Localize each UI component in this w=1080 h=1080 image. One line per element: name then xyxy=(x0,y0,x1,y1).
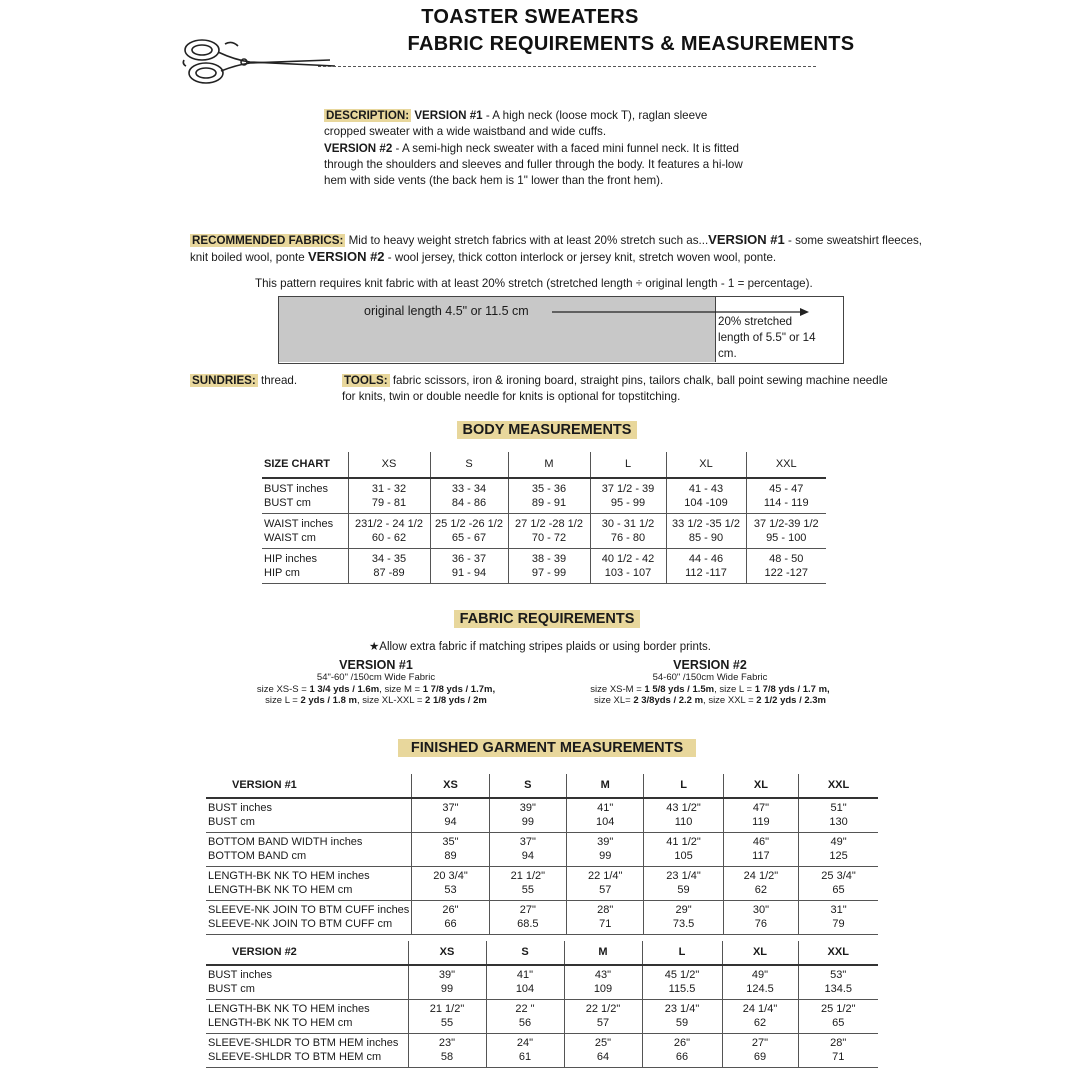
cell-value: 124.5 xyxy=(722,983,798,1000)
cell-value: 24" xyxy=(486,1034,564,1051)
v1-l2d: 2 1/8 yds / 2m xyxy=(425,695,487,706)
cell-value: 71 xyxy=(567,918,644,935)
fabric-v2-width: 54-60" /150cm Wide Fabric xyxy=(652,672,768,683)
cell-value: 43 1/2" xyxy=(644,798,723,816)
row-label: SLEEVE-SHLDR TO BTM HEM cm xyxy=(206,1051,408,1068)
fabric-v1-width: 54"-60" /150cm Wide Fabric xyxy=(316,672,436,683)
fin-v1-size-xxl: XXL xyxy=(799,774,878,798)
table-row xyxy=(262,567,826,584)
finished-v2-table xyxy=(206,941,878,1068)
v2-l1d: 1 7/8 yds / 1.7 m, xyxy=(754,683,830,695)
cell-value: 104 -109 xyxy=(666,497,746,514)
row-label: SLEEVE-SHLDR TO BTM HEM inches xyxy=(208,1037,399,1049)
v1-description: - A high neck (loose mock T), raglan sleeve cropped sweater with a wide waistband and wide cuffs. xyxy=(324,109,708,139)
page-subtitle: FABRIC REQUIREMENTS & MEASUREMENTS xyxy=(407,33,855,55)
stretch-note: This pattern requires knit fabric with at least 20% stretch (stretched length ÷ original length - 1 = percentage). xyxy=(255,277,813,290)
table-row xyxy=(206,1051,878,1068)
cell-value: 95 - 99 xyxy=(590,497,666,514)
row-label: BUST cm xyxy=(262,497,348,514)
cell-value: 40 1/2 - 42 xyxy=(590,549,666,567)
title-divider xyxy=(318,66,816,67)
fin-v1-size-l: L xyxy=(644,774,723,798)
v1-l2b: 2 yds / 1.8 m xyxy=(300,695,357,706)
cell-value: 69 xyxy=(722,1051,798,1068)
row-label: BOTTOM BAND cm xyxy=(206,850,412,867)
cell-value: 27" xyxy=(489,901,566,918)
sundries-text: thread. xyxy=(257,374,298,387)
table-row xyxy=(206,850,878,867)
cell-value: 99 xyxy=(408,983,486,1000)
v1-label: VERSION #1 xyxy=(414,109,483,122)
row-label: BUST inches xyxy=(208,969,272,981)
cell-value: 22 1/2" xyxy=(564,1000,642,1017)
v1-l2a: size L = xyxy=(265,695,301,706)
cell-value: 49" xyxy=(722,965,798,983)
cell-value: 41" xyxy=(567,798,644,816)
fin-v1-size-xs: XS xyxy=(412,774,489,798)
table-row xyxy=(206,867,878,884)
cell-value: 115.5 xyxy=(642,983,722,1000)
cell-value: 23 1/4" xyxy=(644,867,723,884)
fabric-v1-line2 xyxy=(226,695,526,707)
table-row xyxy=(206,1017,878,1034)
fabric-requirements-heading: FABRIC REQUIREMENTS xyxy=(454,610,640,628)
row-label: LENGTH-BK NK TO HEM cm xyxy=(206,1017,408,1034)
cell-value: 45 1/2" xyxy=(642,965,722,983)
cell-value: 110 xyxy=(644,816,723,833)
row-label: WAIST cm xyxy=(262,532,348,549)
cell-value: 130 xyxy=(799,816,878,833)
cell-value: 41 - 43 xyxy=(666,478,746,497)
v2-l1a: size XS-M = xyxy=(590,683,645,695)
table-row xyxy=(206,983,878,1000)
cell-value: 37 1/2-39 1/2 xyxy=(746,514,826,532)
cell-value: 68.5 xyxy=(489,918,566,935)
fabric-v1-line1 xyxy=(226,684,526,696)
sundries-label: SUNDRIES: xyxy=(192,374,256,387)
cell-value: 27 1/2 -28 1/2 xyxy=(508,514,590,532)
description xyxy=(324,108,744,189)
table-row xyxy=(262,532,826,549)
recommended-label: RECOMMENDED FABRICS: xyxy=(192,234,344,247)
cell-value: 21 1/2" xyxy=(489,867,566,884)
cell-value: 55 xyxy=(408,1017,486,1034)
cell-value: 76 - 80 xyxy=(590,532,666,549)
table-row xyxy=(206,918,878,935)
row-label: SLEEVE-NK JOIN TO BTM CUFF inches xyxy=(208,904,410,916)
v1-l1d: 1 7/8 yds / 1.7m, xyxy=(422,683,496,695)
row-label: BUST inches xyxy=(208,802,272,814)
size-s: S xyxy=(430,452,508,478)
v2-l2b: 2 3/8yds / 2.2 m xyxy=(633,695,704,706)
table-row xyxy=(262,514,826,532)
cell-value: 25" xyxy=(564,1034,642,1051)
v2-l2d: 2 1/2 yds / 2.3m xyxy=(756,695,827,706)
fin-v2-size-xl: XL xyxy=(722,941,798,965)
cell-value: 117 xyxy=(723,850,798,867)
table-row xyxy=(262,549,826,567)
size-chart-label: SIZE CHART xyxy=(262,452,348,478)
cell-value: 46" xyxy=(723,833,798,850)
cell-value: 231/2 - 24 1/2 xyxy=(348,514,430,532)
recommended-text-1: Mid to heavy weight stretch fabrics with at least 20% stretch such as... xyxy=(345,234,709,247)
cell-value: 62 xyxy=(723,884,798,901)
fin-v2-size-xxl: XXL xyxy=(798,941,878,965)
cell-value: 60 - 62 xyxy=(348,532,430,549)
cell-value: 35" xyxy=(412,833,489,850)
cell-value: 57 xyxy=(564,1017,642,1034)
cell-value: 33 - 34 xyxy=(430,478,508,497)
cell-value: 61 xyxy=(486,1051,564,1068)
table-row xyxy=(206,833,878,850)
cell-value: 53" xyxy=(798,965,878,983)
cell-value: 55 xyxy=(489,884,566,901)
cell-value: 24 1/4" xyxy=(722,1000,798,1017)
cell-value: 84 - 86 xyxy=(430,497,508,514)
cell-value: 59 xyxy=(642,1017,722,1034)
v1-l1c: , size M = xyxy=(379,683,423,695)
row-label: BUST cm xyxy=(206,983,408,1000)
body-header-row xyxy=(262,452,826,478)
cell-value: 24 1/2" xyxy=(723,867,798,884)
row-label: SLEEVE-NK JOIN TO BTM CUFF cm xyxy=(206,918,412,935)
size-m: M xyxy=(508,452,590,478)
cell-value: 97 - 99 xyxy=(508,567,590,584)
finished-v2-label: VERSION #2 xyxy=(206,941,408,965)
table-row xyxy=(206,1034,878,1051)
cell-value: 59 xyxy=(644,884,723,901)
cell-value: 66 xyxy=(642,1051,722,1068)
v2-l2a: size XL= xyxy=(593,695,634,706)
cell-value: 103 - 107 xyxy=(590,567,666,584)
cell-value: 64 xyxy=(564,1051,642,1068)
table-row xyxy=(262,478,826,497)
row-label: BUST cm xyxy=(206,816,412,833)
finished-v1-label: VERSION #1 xyxy=(206,774,412,798)
cell-value: 104 xyxy=(567,816,644,833)
row-label: LENGTH-BK NK TO HEM cm xyxy=(206,884,412,901)
cell-value: 66 xyxy=(412,918,489,935)
stretched-length-label: 20% stretched length of 5.5" or 14 cm. xyxy=(718,315,816,360)
fin-v2-size-xs: XS xyxy=(408,941,486,965)
cell-value: 62 xyxy=(722,1017,798,1034)
size-l: L xyxy=(590,452,666,478)
cell-value: 33 1/2 -35 1/2 xyxy=(666,514,746,532)
cell-value: 49" xyxy=(799,833,878,850)
cell-value: 23" xyxy=(408,1034,486,1051)
recommended-fabrics xyxy=(190,232,930,267)
fabric-note: ★Allow extra fabric if matching stripes plaids or using border prints. xyxy=(368,641,712,653)
cell-value: 38 - 39 xyxy=(508,549,590,567)
tools-label: TOOLS: xyxy=(344,374,388,387)
description-label: DESCRIPTION: xyxy=(326,109,410,122)
row-label: LENGTH-BK NK TO HEM inches xyxy=(208,870,370,882)
table-row xyxy=(206,901,878,918)
cell-value: 43" xyxy=(564,965,642,983)
cell-value: 22 " xyxy=(486,1000,564,1017)
table-row xyxy=(206,1000,878,1017)
cell-value: 26" xyxy=(642,1034,722,1051)
finished-v1-header-row xyxy=(206,774,878,798)
cell-value: 91 - 94 xyxy=(430,567,508,584)
fabric-v1-title: VERSION #1 xyxy=(339,658,413,672)
rec-v1-label: VERSION #1 xyxy=(708,232,785,247)
cell-value: 57 xyxy=(567,884,644,901)
cell-value: 94 xyxy=(489,850,566,867)
fin-v2-size-s: S xyxy=(486,941,564,965)
tools xyxy=(342,373,902,406)
fabric-v2-title: VERSION #2 xyxy=(673,658,747,672)
fin-v1-size-xl: XL xyxy=(723,774,798,798)
table-row xyxy=(262,497,826,514)
cell-value: 104 xyxy=(486,983,564,1000)
row-label: HIP inches xyxy=(264,553,317,565)
table-row xyxy=(206,884,878,901)
cell-value: 36 - 37 xyxy=(430,549,508,567)
cell-value: 65 - 67 xyxy=(430,532,508,549)
fabric-v2-line2 xyxy=(560,695,860,707)
cell-value: 44 - 46 xyxy=(666,549,746,567)
cell-value: 39" xyxy=(489,798,566,816)
cell-value: 99 xyxy=(567,850,644,867)
body-measurements-heading: BODY MEASUREMENTS xyxy=(457,421,637,439)
cell-value: 29" xyxy=(644,901,723,918)
cell-value: 28" xyxy=(567,901,644,918)
cell-value: 79 xyxy=(799,918,878,935)
v2-description: - A semi-high neck sweater with a faced mini funnel neck. It is fitted through the shoulders and sleeves and fuller through the body. It features a hi-low hem with side vents (the back hem is 1" lower than the front hem). xyxy=(324,141,743,188)
cell-value: 26" xyxy=(412,901,489,918)
cell-value: 79 - 81 xyxy=(348,497,430,514)
cell-value: 48 - 50 xyxy=(746,549,826,567)
v2-label: VERSION #2 xyxy=(324,141,393,155)
finished-v1-table xyxy=(206,774,878,935)
cell-value: 31" xyxy=(799,901,878,918)
cell-value: 39" xyxy=(567,833,644,850)
cell-value: 95 - 100 xyxy=(746,532,826,549)
v2-l1b: 1 5/8 yds / 1.5m xyxy=(644,683,715,695)
row-label: BOTTOM BAND WIDTH inches xyxy=(208,836,363,848)
cell-value: 21 1/2" xyxy=(408,1000,486,1017)
cell-value: 76 xyxy=(723,918,798,935)
fin-v2-size-m: M xyxy=(564,941,642,965)
row-label: BUST inches xyxy=(264,483,328,495)
cell-value: 89 - 91 xyxy=(508,497,590,514)
sundries xyxy=(190,373,330,389)
v1-l1b: 1 3/4 yds / 1.6m xyxy=(309,683,380,695)
cell-value: 23 1/4" xyxy=(642,1000,722,1017)
fin-v2-size-l: L xyxy=(642,941,722,965)
cell-value: 99 xyxy=(489,816,566,833)
cell-value: 37 1/2 - 39 xyxy=(590,478,666,497)
cell-value: 47" xyxy=(723,798,798,816)
cell-value: 39" xyxy=(408,965,486,983)
cell-value: 134.5 xyxy=(798,983,878,1000)
tools-text: fabric scissors, iron & ironing board, straight pins, tailors chalk, ball point sewing machine needle for knits, twin or double needle for knits is optional for topstitching. xyxy=(342,374,888,404)
cell-value: 30 - 31 1/2 xyxy=(590,514,666,532)
cell-value: 109 xyxy=(564,983,642,1000)
size-xs: XS xyxy=(348,452,430,478)
cell-value: 56 xyxy=(486,1017,564,1034)
cell-value: 87 -89 xyxy=(348,567,430,584)
cell-value: 58 xyxy=(408,1051,486,1068)
recommended-text-2: - some sweatshirt fleeces, knit boiled wool, ponte xyxy=(190,234,923,265)
cell-value: 20 3/4" xyxy=(412,867,489,884)
cell-value: 65 xyxy=(798,1017,878,1034)
cell-value: 73.5 xyxy=(644,918,723,935)
v2-l2c: , size XXL = xyxy=(703,695,757,706)
cell-value: 37" xyxy=(412,798,489,816)
cell-value: 35 - 36 xyxy=(508,478,590,497)
cell-value: 28" xyxy=(798,1034,878,1051)
size-xl: XL xyxy=(666,452,746,478)
original-length-label: original length 4.5" or 11.5 cm xyxy=(364,304,529,318)
cell-value: 85 - 90 xyxy=(666,532,746,549)
cell-value: 65 xyxy=(799,884,878,901)
recommended-text-3: - wool jersey, thick cotton interlock or jersey knit, stretch woven wool, ponte. xyxy=(384,251,777,265)
cell-value: 53 xyxy=(412,884,489,901)
row-label: WAIST inches xyxy=(264,518,334,530)
cell-value: 119 xyxy=(723,816,798,833)
table-row xyxy=(206,798,878,816)
v2-l1c: , size L = xyxy=(714,683,755,695)
cell-value: 89 xyxy=(412,850,489,867)
cell-value: 22 1/4" xyxy=(567,867,644,884)
finished-measurements-heading: FINISHED GARMENT MEASUREMENTS xyxy=(398,739,696,757)
fabric-v1 xyxy=(226,658,526,707)
cell-value: 34 - 35 xyxy=(348,549,430,567)
cell-value: 41" xyxy=(486,965,564,983)
cell-value: 25 3/4" xyxy=(799,867,878,884)
page-title: TOASTER SWEATERS xyxy=(421,6,639,28)
rec-v2-label: VERSION #2 xyxy=(307,249,385,265)
v1-l1a: size XS-S = xyxy=(256,683,310,695)
cell-value: 125 xyxy=(799,850,878,867)
cell-value: 37" xyxy=(489,833,566,850)
v1-l2c: , size XL-XXL = xyxy=(356,695,426,706)
cell-value: 27" xyxy=(722,1034,798,1051)
cell-value: 31 - 32 xyxy=(348,478,430,497)
cell-value: 41 1/2" xyxy=(644,833,723,850)
cell-value: 71 xyxy=(798,1051,878,1068)
row-label: LENGTH-BK NK TO HEM inches xyxy=(208,1003,370,1015)
cell-value: 112 -117 xyxy=(666,567,746,584)
fabric-v2-line1 xyxy=(560,684,860,696)
cell-value: 25 1/2" xyxy=(798,1000,878,1017)
cell-value: 105 xyxy=(644,850,723,867)
cell-value: 45 - 47 xyxy=(746,478,826,497)
body-measurements-table xyxy=(262,452,826,584)
cell-value: 70 - 72 xyxy=(508,532,590,549)
table-row xyxy=(206,965,878,983)
size-xxl: XXL xyxy=(746,452,826,478)
table-row xyxy=(206,816,878,833)
fin-v1-size-m: M xyxy=(567,774,644,798)
row-label: HIP cm xyxy=(262,567,348,584)
cell-value: 51" xyxy=(799,798,878,816)
cell-value: 122 -127 xyxy=(746,567,826,584)
cell-value: 30" xyxy=(723,901,798,918)
cell-value: 25 1/2 -26 1/2 xyxy=(430,514,508,532)
cell-value: 94 xyxy=(412,816,489,833)
cell-value: 114 - 119 xyxy=(746,497,826,514)
finished-v2-header-row xyxy=(206,941,878,965)
fabric-v2 xyxy=(560,658,860,707)
fin-v1-size-s: S xyxy=(489,774,566,798)
